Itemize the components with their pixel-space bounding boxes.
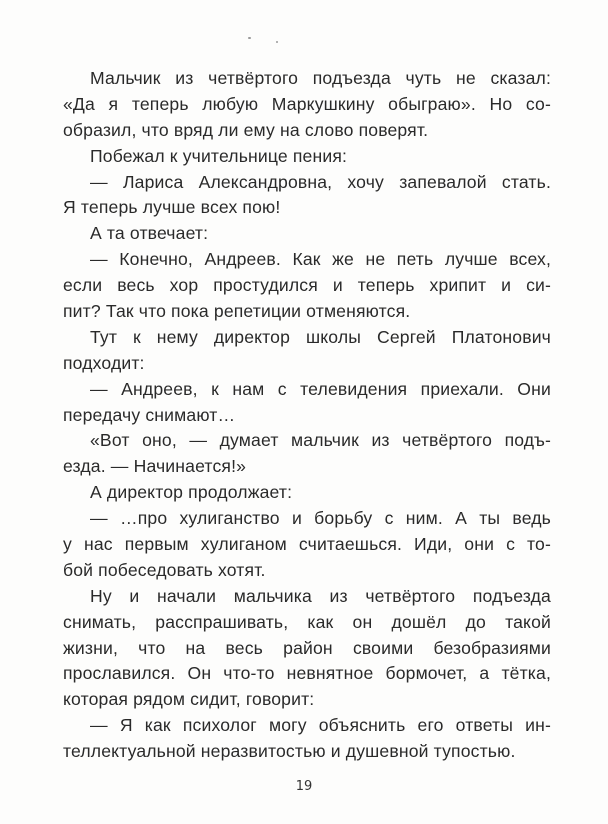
- text-line: — Конечно, Андреев. Как же не петь лучше всех,: [90, 249, 551, 270]
- text-line: передачу снимают…: [63, 404, 236, 425]
- text-line: Тут к нему директор школы Сергей Платонович: [90, 326, 551, 347]
- text-line: пит? Так что пока репетиции отменяются.: [63, 301, 411, 322]
- body-text: [63, 66, 551, 765]
- text-line: если весь хор простудился и теперь хрипит и си-: [63, 275, 551, 296]
- text-line: Побежал к учительнице пения:: [90, 145, 348, 166]
- text-line: снимать, расспрашивать, как он дошёл до такой: [63, 611, 551, 632]
- text-line: бой побеседовать хотят.: [63, 559, 266, 580]
- text-line: езда. — Начинается!»: [63, 456, 247, 477]
- text-line: теллектуальной неразвитостью и душевной тупостью.: [63, 741, 516, 762]
- text-line: — Андреев, к нам с телевидения приехали. Они: [90, 378, 551, 399]
- text-line: жизни, что на весь район своими безобразиями: [63, 637, 551, 658]
- print-speck: [276, 41, 278, 43]
- text-line: образил, что вряд ли ему на слово поверят.: [63, 119, 429, 140]
- page-number: 19: [295, 779, 313, 794]
- text-line: которая рядом сидит, говорит:: [63, 689, 315, 710]
- text-line: у нас первым хулиганом считаешься. Иди, они с то-: [63, 534, 551, 555]
- text-line: — …про хулиганство и борьбу с ним. А ты ведь: [90, 508, 551, 529]
- text-line: «Вот оно, — думает мальчик из четвёртого подъ-: [90, 430, 551, 451]
- text-line: Ну и начали мальчика из четвёртого подъезда: [90, 585, 551, 606]
- text-line: — Я как психолог могу объяснить его ответы ин-: [90, 715, 551, 736]
- text-line: Я теперь лучше всех пою!: [63, 197, 281, 218]
- text-line: — Лариса Александровна, хочу запевалой стать.: [90, 171, 551, 192]
- text-line: Мальчик из четвёртого подъезда чуть не сказал:: [90, 68, 551, 88]
- text-line: А та отвечает:: [90, 223, 209, 244]
- print-speck: [248, 37, 251, 39]
- text-line: прославился. Он что-то невнятное бормочет, а тётка,: [63, 663, 551, 684]
- text-line: подходит:: [63, 352, 145, 373]
- text-line: А директор продолжает:: [90, 482, 293, 503]
- text-line: «Да я теперь любую Маркушкину обыграю». Но со-: [63, 93, 551, 114]
